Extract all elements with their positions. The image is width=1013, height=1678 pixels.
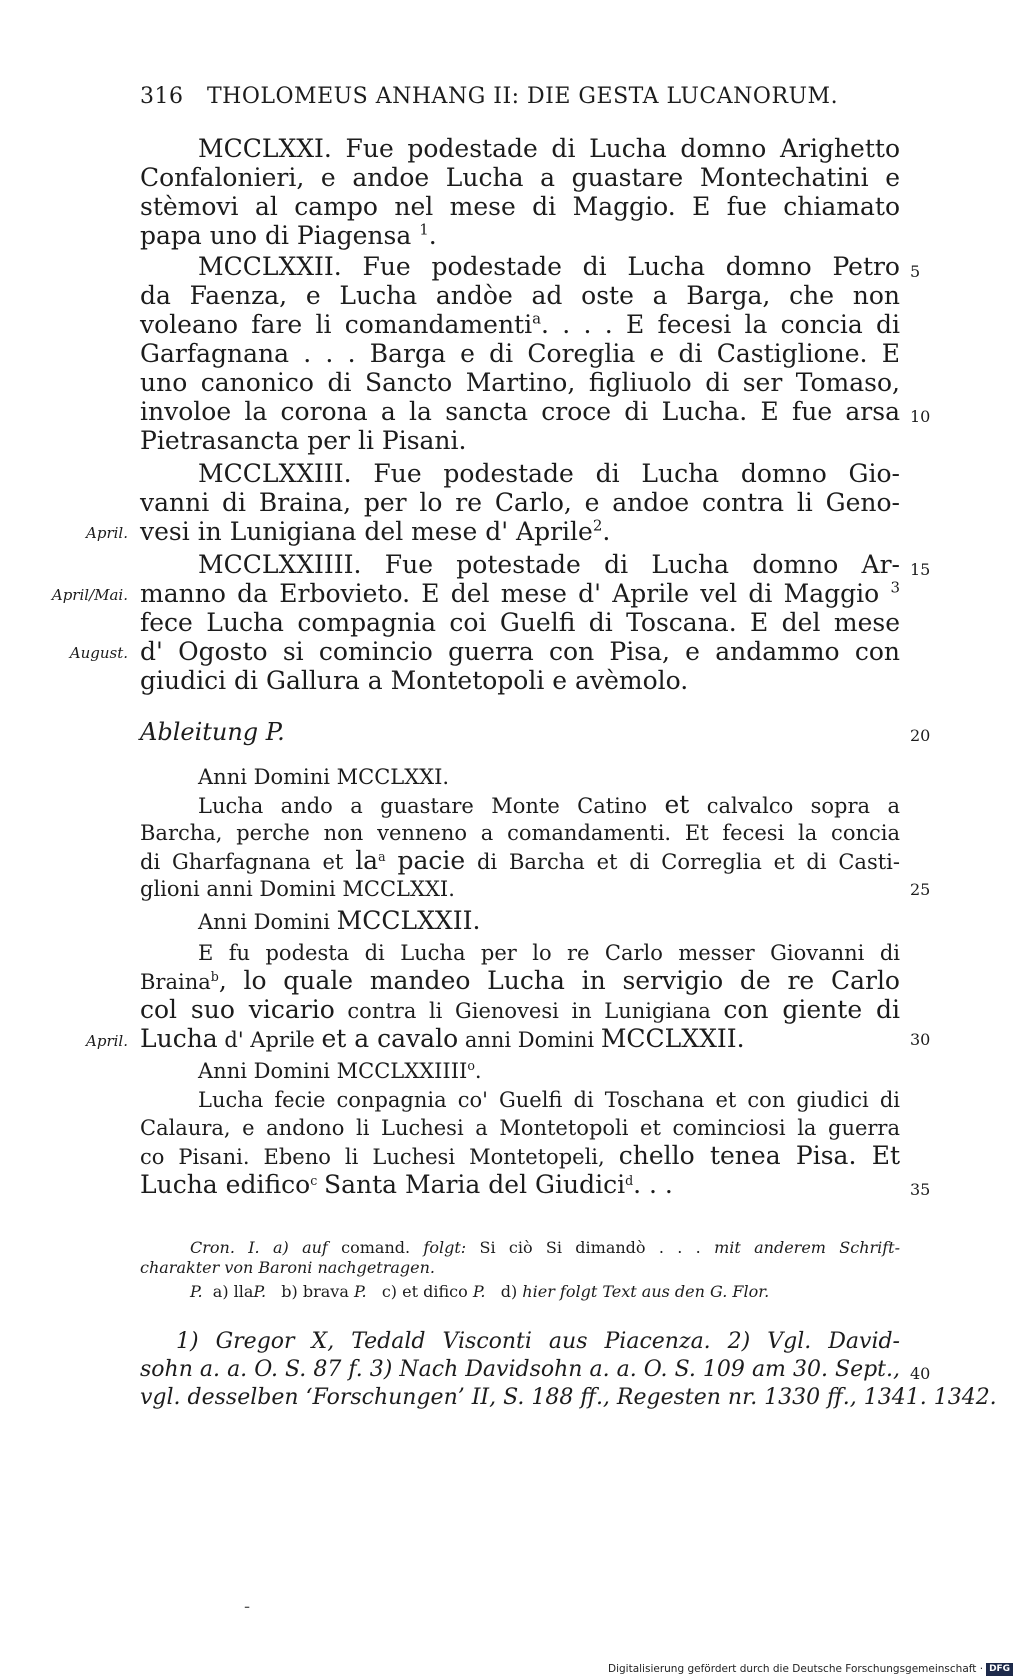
footnote-ref: 1 — [419, 220, 429, 239]
derivation-line: Calaura, e andono li Luchesi a Montetopoli et cominciosi la guerra — [140, 1116, 900, 1140]
text-line: giudici di Gallura a Montetopoli e avèmolo. — [140, 666, 689, 695]
text-line: Confalonieri, e andoe Lucha a guastare Montechatini e — [140, 163, 900, 192]
text-line: MCCLXXII. Fue podestade di Lucha domno Petro — [198, 252, 900, 281]
footnote-ref: 2 — [592, 516, 603, 535]
text-line: MCCLXXIIII. Fue potestade di Lucha domno Ar- — [198, 550, 900, 579]
margin-note: April. — [86, 524, 128, 542]
footer-text: Digitalisierung gefördert durch die Deutsche Forschungsgemeinschaft · — [608, 1663, 984, 1675]
margin-note: August. — [69, 644, 128, 662]
derivation-line: Lucha ando a guastare Monte Catino et calvalco sopra a — [198, 790, 900, 819]
line-number: 10 — [910, 407, 931, 426]
running-title: THOLOMEUS ANHANG II: DIE GESTA LUCANORUM. — [207, 84, 839, 109]
section-heading: Ableitung P. — [140, 718, 285, 746]
running-header — [140, 84, 900, 109]
text-line: vesi in Lunigiana del mese d' Aprile$^2$. — [140, 516, 611, 546]
derivation-line: Braina$^b$, lo quale mandeo Lucha in servigio de re Carlo — [140, 966, 900, 995]
apparatus-ref: a — [532, 309, 542, 328]
dfg-logo-icon: DFG — [986, 1663, 1013, 1676]
text-line: fece Lucha compagnia coi Guelfi di Toscana. E del mese — [140, 608, 900, 637]
line-number: 15 — [910, 560, 931, 579]
line-number: 5 — [910, 262, 921, 281]
text-line: involoe la corona a la sancta croce di Lucha. E fue arsa — [140, 397, 900, 426]
digitization-footer — [608, 1660, 1011, 1678]
page-number: 316 — [140, 84, 184, 109]
text-line: Garfagnana . . . Barga e di Coreglia e di Castiglione. E — [140, 339, 900, 368]
line-number: 30 — [910, 1030, 931, 1049]
derivation-line: Lucha d' Aprile et a cavalo anni Domini MCCLXXII. — [140, 1024, 745, 1053]
footnote-line: vgl. desselben ‘Forschungen’ II, S. 188 ff., Regesten nr. 1330 ff., 1341. 1342. — [140, 1385, 997, 1410]
derivation-line: co Pisani. Ebeno li Luchesi Montetopeli, chello tenea Pisa. Et — [140, 1141, 900, 1170]
footnote-line: 1) Gregor X, Tedald Visconti aus Piacenza. 2) Vgl. David- — [176, 1329, 900, 1354]
text-line: voleano fare li comandamenti$^a$. . . . E fecesi la concia di — [140, 309, 901, 339]
apparatus-line: P. a) llaP. b) brava P. c) et difico P. d) hier folgt Text aus den G. Flor. — [190, 1282, 770, 1301]
text-line: Pietrasancta per li Pisani. — [140, 426, 467, 455]
footnote-ref: 3 — [890, 578, 901, 597]
apparatus-ref: d — [625, 1173, 634, 1188]
apparatus-ref: c — [310, 1173, 318, 1188]
derivation-line: E fu podesta di Lucha per lo re Carlo messer Giovanni di — [198, 941, 900, 965]
text-line: papa uno di Piagensa $^1$. — [140, 220, 437, 250]
text-line: MCCLXXIII. Fue podestade di Lucha domno Gio- — [198, 459, 900, 488]
apparatus-line: charakter von Baroni nachgetragen. — [140, 1258, 436, 1277]
text-line: vanni di Braina, per lo re Carlo, e andoe contra li Geno- — [140, 488, 900, 517]
text-line: MCCLXXI. Fue podestade di Lucha domno Arighetto — [198, 134, 900, 163]
text-line: da Faenza, e Lucha andòe ad oste a Barga, che non — [140, 281, 900, 310]
text-line: stèmovi al campo nel mese di Maggio. E fue chiamato — [140, 192, 900, 221]
derivation-line: Anni Domini MCCLXXIIII$^o$. — [198, 1058, 482, 1083]
apparatus-line: Cron. I. a) auf comand. folgt: Si ciò Si dimandò . . . mit anderem Schrift- — [190, 1238, 901, 1257]
line-number: 25 — [910, 880, 931, 899]
printer-mark: - — [244, 1596, 251, 1617]
line-number: 35 — [910, 1180, 931, 1199]
derivation-line: di Gharfagnana et $la^a$ pacie di Barcha et di Correglia et di Casti- — [140, 846, 900, 875]
derivation-line: Anni Domini MCCLXXI. — [198, 765, 450, 789]
margin-note: April. — [86, 1032, 128, 1050]
apparatus-ref: b — [210, 969, 219, 984]
derivation-line: Lucha edifico$^c$ Santa Maria del Giudici$^d$. . . — [140, 1170, 673, 1199]
derivation-line: Anni Domini MCCLXXII. — [198, 906, 481, 935]
derivation-line: Lucha fecie conpagnia co' Guelfi di Toschana et con giudici di — [198, 1088, 900, 1112]
text-line: d' Ogosto si comincio guerra con Pisa, e andammo con — [140, 637, 900, 666]
apparatus-ref: o — [467, 1058, 475, 1073]
footnote-line: sohn a. a. O. S. 87 f. 3) Nach Davidsohn a. a. O. S. 109 am 30. Sept., — [140, 1357, 900, 1382]
derivation-line: glioni anni Domini MCCLXXI. — [140, 877, 455, 901]
margin-note: April/Mai. — [51, 586, 128, 604]
text-line: uno canonico di Sancto Martino, figliuolo di ser Tomaso, — [140, 368, 900, 397]
apparatus-ref: a — [378, 849, 386, 864]
derivation-line: Barcha, perche non venneno a comandamenti. Et fecesi la concia — [140, 821, 900, 845]
line-number: 40 — [910, 1364, 931, 1383]
derivation-line: col suo vicario contra li Gienovesi in Lunigiana con giente di — [140, 995, 900, 1024]
text-line: manno da Erbovieto. E del mese d' Aprile vel di Maggio $^3$ — [140, 578, 901, 608]
line-number: 20 — [910, 726, 931, 745]
